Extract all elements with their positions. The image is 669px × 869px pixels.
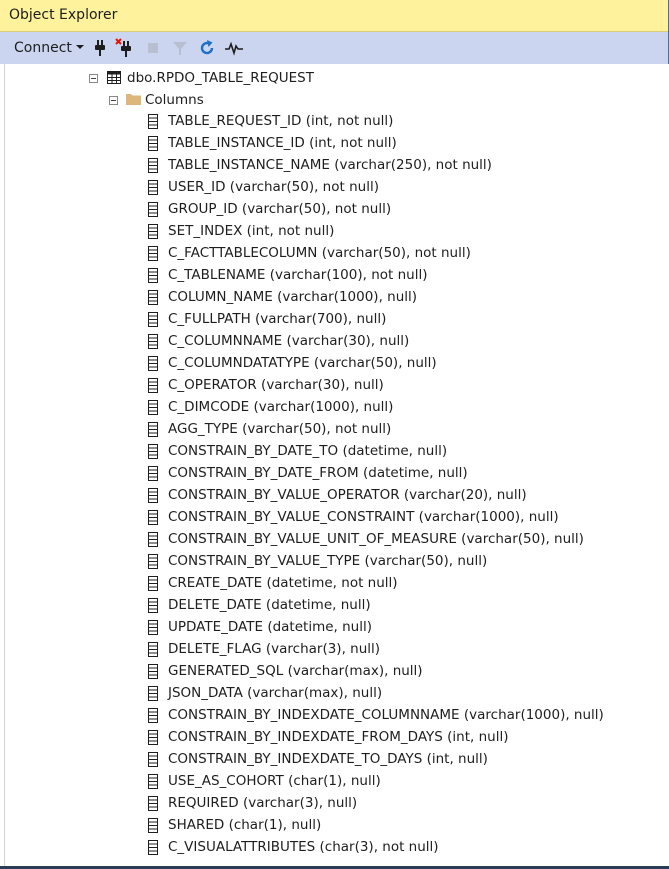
column-type: (varchar(max), null) (287, 663, 423, 679)
column-name: C_FULLPATH (168, 311, 251, 327)
column-label (168, 202, 391, 217)
column-name: SHARED (168, 817, 225, 833)
column-type: (char(1), null) (228, 817, 322, 833)
column-label (168, 620, 372, 635)
column-name: CONSTRAIN_BY_DATE_TO (168, 443, 339, 459)
table-icon (107, 71, 121, 84)
column-name: C_COLUMNNAME (168, 333, 283, 349)
column-type: (varchar(50), null) (313, 355, 437, 371)
column-icon (147, 378, 159, 393)
folder-icon (126, 93, 141, 105)
column-label (168, 752, 488, 767)
column-name: C_VISUALATTRIBUTES (168, 839, 316, 855)
column-type: (varchar(50), not null) (321, 245, 471, 261)
column-name: C_TABLENAME (168, 267, 266, 283)
connect-icon[interactable] (90, 38, 110, 58)
column-name: UPDATE_DATE (168, 619, 264, 635)
column-name: CREATE_DATE (168, 575, 263, 591)
column-icon (147, 686, 159, 701)
column-label (168, 510, 559, 525)
column-icon (147, 422, 159, 437)
column-type: (varchar(50), null) (364, 553, 488, 569)
column-type: (char(1), null) (288, 773, 381, 789)
column-icon (147, 642, 159, 657)
column-icon (147, 774, 159, 789)
column-name: CONSTRAIN_BY_DATE_FROM (168, 465, 359, 481)
collapse-icon[interactable] (89, 74, 98, 83)
column-name: AGG_TYPE (168, 421, 238, 437)
column-type: (int, not null) (309, 135, 397, 151)
title-bar[interactable] (0, 0, 668, 32)
column-icon (147, 818, 159, 833)
tree-node-columns-folder[interactable] (5, 89, 665, 111)
column-icon (147, 180, 159, 195)
column-icon (147, 400, 159, 415)
column-name: CONSTRAIN_BY_VALUE_TYPE (168, 553, 361, 569)
column-type: (varchar(1000), null) (463, 707, 604, 723)
collapse-icon[interactable] (109, 96, 118, 105)
column-type: (varchar(30), null) (261, 377, 384, 393)
column-type: (varchar(250), not null) (334, 157, 492, 173)
column-label (168, 796, 357, 811)
column-name: CONSTRAIN_BY_VALUE_OPERATOR (168, 487, 400, 503)
column-label (168, 268, 427, 283)
column-icon (147, 312, 159, 327)
column-icon (147, 356, 159, 371)
refresh-icon[interactable] (197, 38, 217, 58)
column-type: (varchar(max), null) (247, 685, 383, 701)
column-icon (147, 664, 159, 679)
column-type: (varchar(50), null) (461, 531, 584, 547)
column-icon (147, 708, 159, 723)
column-name: C_DIMCODE (168, 399, 250, 415)
column-icon (147, 752, 159, 767)
table-node-label: dbo.RPDO_TABLE_REQUEST (127, 70, 315, 86)
column-icon (147, 840, 159, 855)
column-name: CONSTRAIN_BY_INDEXDATE_COLUMNNAME (168, 707, 460, 723)
connect-button[interactable] (6, 37, 87, 59)
column-name: USER_ID (168, 179, 226, 195)
column-type: (datetime, null) (267, 619, 372, 635)
column-icon (147, 730, 159, 745)
column-label (168, 356, 437, 371)
column-icon (147, 532, 159, 547)
tree-node-table[interactable] (5, 67, 665, 89)
column-type: (datetime, null) (265, 597, 371, 613)
column-icon (147, 554, 159, 569)
column-icon (147, 598, 159, 613)
column-label (168, 576, 398, 591)
column-type: (varchar(1000), null) (418, 509, 559, 525)
column-name: TABLE_REQUEST_ID (168, 113, 302, 129)
column-icon (147, 466, 159, 481)
activity-monitor-icon[interactable] (224, 38, 244, 58)
column-icon (147, 796, 159, 811)
column-label (168, 488, 527, 503)
column-label (168, 224, 334, 239)
columns-folder-label: Columns (145, 92, 204, 108)
column-icon (147, 334, 159, 349)
column-label (168, 290, 417, 305)
column-label (168, 400, 393, 415)
column-label (168, 708, 604, 723)
stop-icon[interactable] (143, 38, 163, 58)
connect-label: Connect (14, 40, 72, 56)
column-type: (char(3), not null) (319, 839, 439, 855)
column-name: DELETE_FLAG (168, 641, 262, 657)
column-name: COLUMN_NAME (168, 289, 273, 305)
column-type: (varchar(700), null) (255, 311, 387, 327)
column-icon (147, 488, 159, 503)
column-type: (int, not null) (305, 113, 394, 129)
column-label (168, 818, 321, 833)
column-label (168, 114, 393, 129)
column-type: (varchar(3), null) (243, 795, 358, 811)
column-icon (147, 224, 159, 239)
column-label (168, 686, 382, 701)
column-type: (int, null) (426, 751, 488, 767)
column-type: (int, null) (447, 729, 509, 745)
column-icon (147, 114, 159, 129)
column-label (168, 378, 384, 393)
column-type: (varchar(3), null) (265, 641, 381, 657)
column-name: JSON_DATA (168, 685, 243, 701)
column-name: CONSTRAIN_BY_INDEXDATE_FROM_DAYS (168, 729, 443, 745)
object-tree (4, 64, 669, 866)
disconnect-icon[interactable] (115, 38, 135, 58)
column-label (168, 664, 423, 679)
column-name: REQUIRED (168, 795, 239, 811)
column-label (168, 554, 487, 569)
chevron-down-icon (76, 45, 84, 49)
column-icon (147, 510, 159, 525)
column-name: TABLE_INSTANCE_ID (168, 135, 305, 151)
column-name: CONSTRAIN_BY_VALUE_CONSTRAINT (168, 509, 415, 525)
filter-icon[interactable] (170, 38, 190, 58)
column-label (168, 422, 391, 437)
column-label (168, 312, 386, 327)
column-name: TABLE_INSTANCE_NAME (168, 157, 330, 173)
column-type: (varchar(1000), null) (253, 399, 394, 415)
column-name: USE_AS_COHORT (168, 773, 284, 789)
column-label (168, 444, 447, 459)
column-label (168, 840, 439, 855)
column-label (168, 598, 371, 613)
column-type: (varchar(100), not null) (269, 267, 428, 283)
column-label (168, 334, 409, 349)
column-type: (varchar(50), not null) (241, 201, 392, 217)
column-name: GENERATED_SQL (168, 663, 284, 679)
column-name: C_OPERATOR (168, 377, 257, 393)
column-icon (147, 202, 159, 217)
column-icon (147, 158, 159, 173)
column-name: SET_INDEX (168, 223, 243, 239)
column-icon (147, 136, 159, 151)
column-type: (varchar(30), null) (286, 333, 410, 349)
column-icon (147, 246, 159, 261)
column-name: C_FACTTABLECOLUMN (168, 245, 318, 261)
column-icon (147, 620, 159, 635)
column-name: GROUP_ID (168, 201, 238, 217)
column-icon (147, 444, 159, 459)
column-icon (147, 576, 159, 591)
column-type: (varchar(50), not null) (229, 179, 379, 195)
column-type: (varchar(50), not null) (242, 421, 392, 437)
column-type: (int, not null) (246, 223, 335, 239)
column-icon (147, 290, 159, 305)
column-label (168, 730, 508, 745)
column-label (168, 642, 380, 657)
column-label (168, 466, 468, 481)
toolbar (0, 32, 668, 64)
column-type: (varchar(1000), null) (277, 289, 418, 305)
column-label (168, 136, 397, 151)
column-label (168, 246, 471, 261)
column-type: (varchar(20), null) (403, 487, 527, 503)
column-name: CONSTRAIN_BY_INDEXDATE_TO_DAYS (168, 751, 423, 767)
column-type: (datetime, null) (362, 465, 468, 481)
column-type: (datetime, not null) (266, 575, 398, 591)
window-title: Object Explorer (9, 7, 118, 23)
column-icon (147, 268, 159, 283)
column-label (168, 774, 381, 789)
column-type: (datetime, null) (342, 443, 448, 459)
column-name: CONSTRAIN_BY_VALUE_UNIT_OF_MEASURE (168, 531, 457, 547)
column-label (168, 158, 492, 173)
column-label (168, 532, 584, 547)
column-name: C_COLUMNDATATYPE (168, 355, 310, 371)
column-name: DELETE_DATE (168, 597, 262, 613)
column-label (168, 180, 379, 195)
